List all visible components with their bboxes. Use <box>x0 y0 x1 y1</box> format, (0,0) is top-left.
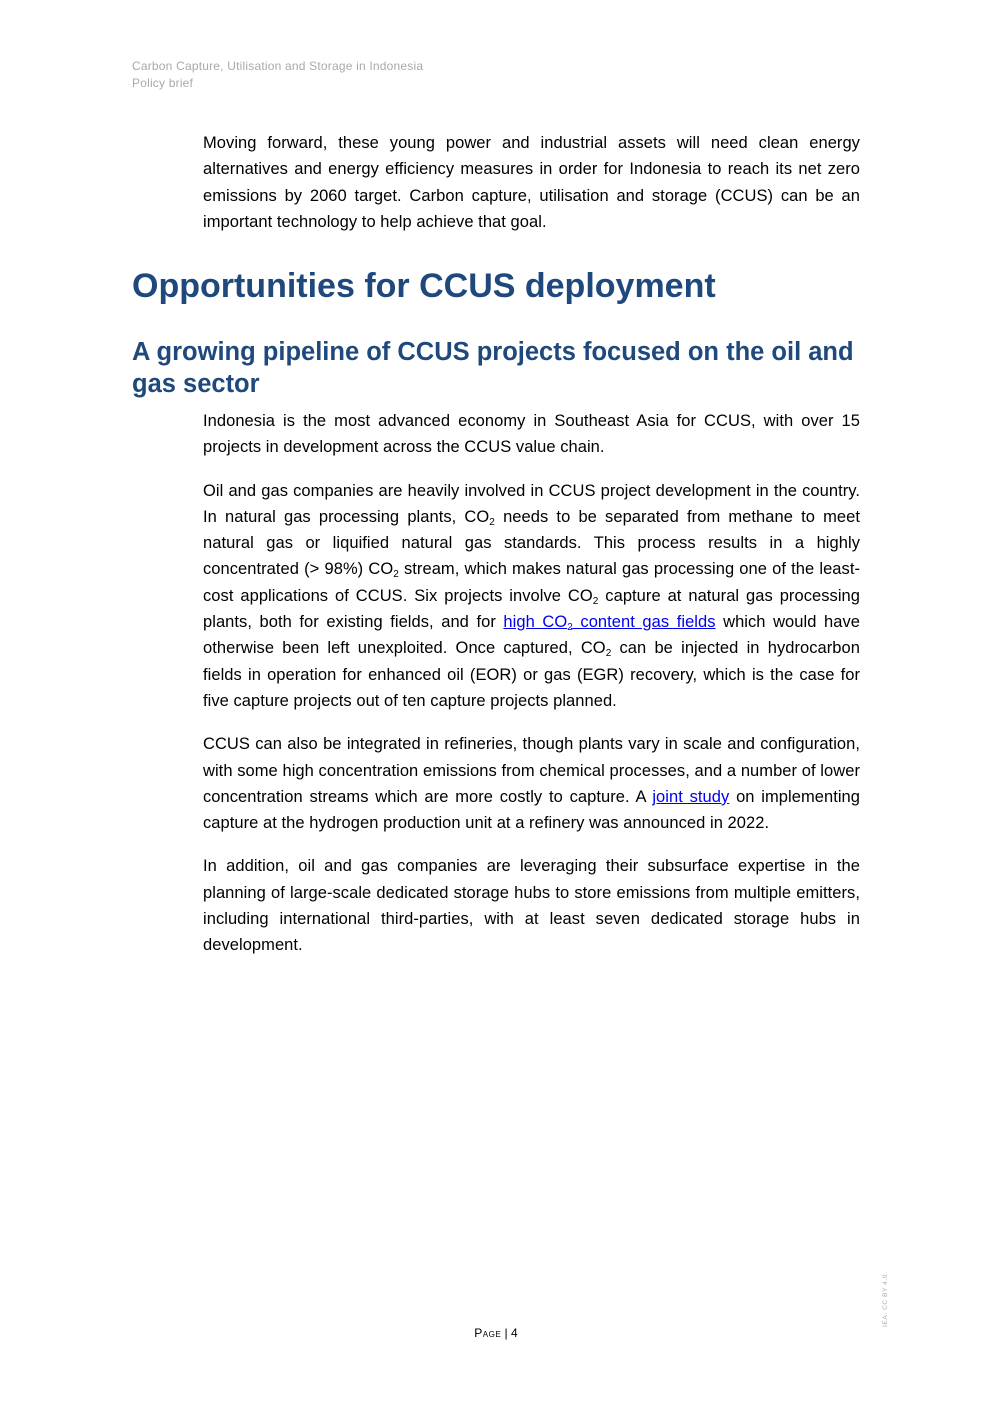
paragraph-text: on implementing capture at the hydrogen production unit at a refinery was announced in 2022. <box>203 787 861 833</box>
joint-study-link[interactable]: joint study <box>652 787 730 806</box>
paragraph-oil-gas-companies <box>203 478 860 715</box>
intro-paragraph: Moving forward, these young power and industrial assets will need clean energy alternatives and energy efficiency measures in order for Indonesia to reach its net zero emissions by 2060 target. Carbon capture, utilisation and storage (CCUS) can be an important technology to help achieve that goal. <box>203 134 860 231</box>
subscript-2: 2 <box>605 648 612 660</box>
paragraph-text: capture at natural gas processing plants, both for existing fields, and for <box>203 586 860 632</box>
paragraph-storage-hubs: In addition, oil and gas companies are leveraging their subsurface expertise in the planning of large-scale dedicated storage hubs to store emissions from multiple emitters, including international third-parties, with at least seven dedicated storage hubs in development. <box>203 857 860 955</box>
section-body <box>203 408 860 976</box>
paragraph-text: can be injected in hydrocarbon fields in operation for enhanced oil (EOR) or gas (EGR) recovery, which is the case for five capture projects out of ten capture projects planned. <box>203 639 860 710</box>
paragraph-text: CCUS can also be integrated in refineries, though plants vary in scale and configuration, with some high concentration emissions from chemical processes, and a number of lower concentration streams which are more costly to capture. A <box>203 735 860 806</box>
paragraph-ccus-advanced-economy: Indonesia is the most advanced economy in Southeast Asia for CCUS, with over 15 projects in development across the CCUS value chain. <box>203 412 860 457</box>
paragraph-text: Oil and gas companies are heavily involved in CCUS project development in the country. In natural gas processing plants, CO <box>203 481 860 526</box>
paragraph-refineries <box>203 731 860 836</box>
page-label: Page <box>474 1326 502 1340</box>
subscript-2[interactable]: 2 <box>567 622 573 634</box>
subscript-2: 2 <box>489 516 495 528</box>
subscript-2: 2 <box>592 595 599 607</box>
link-text[interactable]: high CO <box>503 613 568 632</box>
high-co2-gas-fields-link[interactable] <box>503 613 716 634</box>
page-footer <box>0 1326 992 1340</box>
header-report-title: Carbon Capture, Utilisation and Storage in Indonesia <box>132 59 424 73</box>
page-separator: | <box>501 1326 511 1340</box>
header-report-type: Policy brief <box>132 76 194 90</box>
section-subtitle: A growing pipeline of CCUS projects focused on the oil and gas sector <box>132 338 854 398</box>
intro-section <box>203 130 860 235</box>
link-text[interactable]: content gas fields <box>572 613 716 632</box>
section-title: Opportunities for CCUS deployment <box>132 267 716 305</box>
paragraph-text: needs to be separated from methane to meet natural gas or liquified natural gas standards. This process results in a highly concentrated (> 98%) CO <box>203 507 861 579</box>
page-number: 4 <box>511 1326 518 1340</box>
paragraph-text: stream, which makes natural gas processing one of the least-cost applications of CCUS. Six projects involve CO <box>203 560 860 605</box>
running-header <box>132 58 423 92</box>
paragraph-text: which would have otherwise been left unexploited. Once captured, CO <box>203 613 860 658</box>
subscript-2: 2 <box>393 569 399 581</box>
license-credit: IEA. CC BY 4.0. <box>882 1271 889 1327</box>
